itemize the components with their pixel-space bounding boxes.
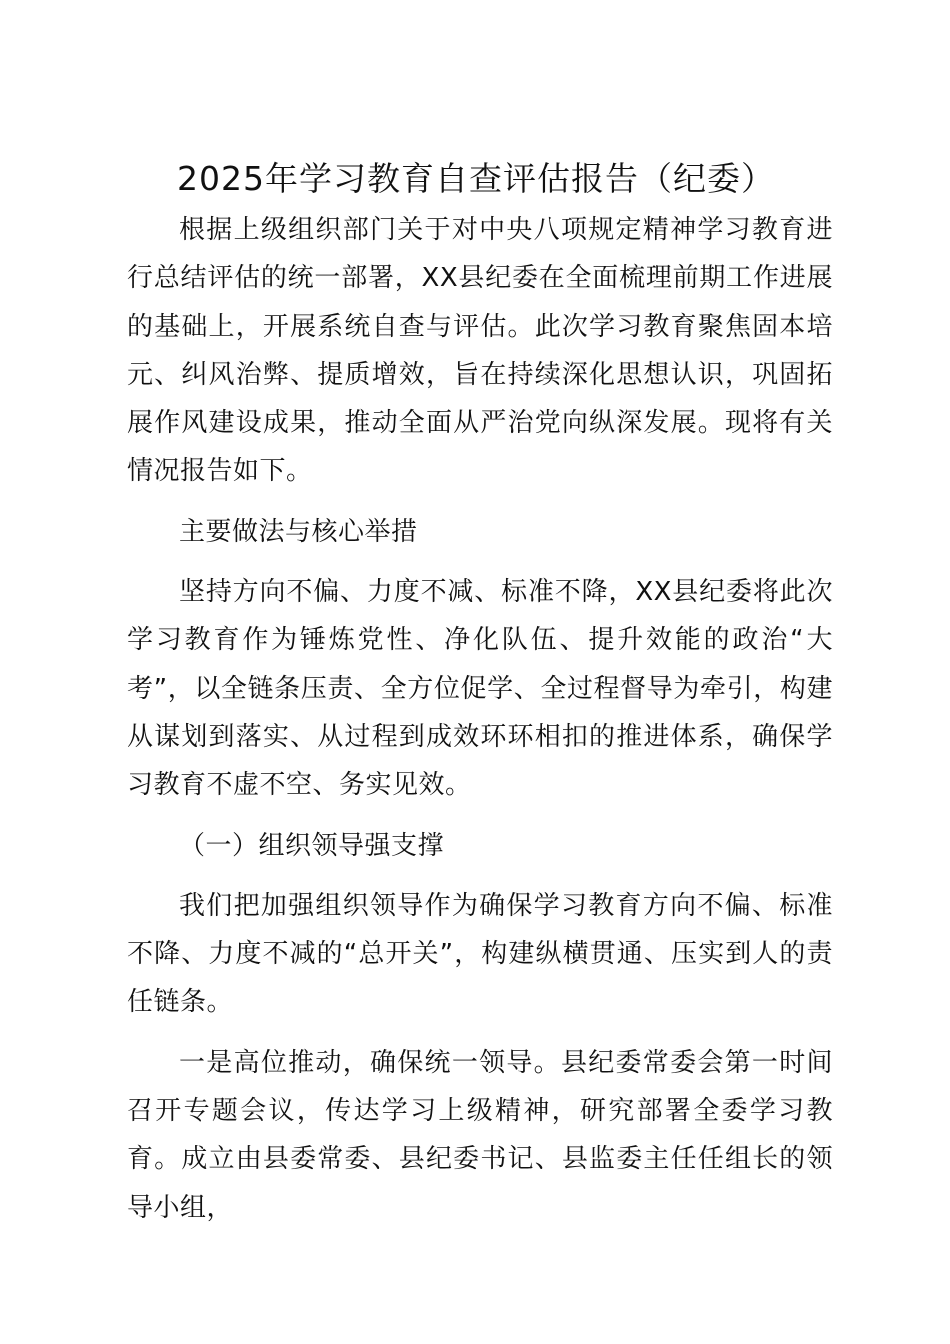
body-paragraph: 一是高位推动，确保统一领导。县纪委常委会第一时间召开专题会议，传达学习上级精神，研究部署全委学习教育。成立由县委常委、县纪委书记、县监委主任任组长的领导小组， bbox=[127, 1047, 833, 1223]
body-paragraph: 我们把加强组织领导作为确保学习教育方向不偏、标准不降、力度不减的“总开关”，构建纵横贯通、压实到人的责任链条。 bbox=[127, 890, 833, 1018]
document-title: 2025年学习教育自查评估报告（纪委） bbox=[177, 159, 775, 198]
subsection-heading: （一）组织领导强支撑 bbox=[179, 830, 445, 861]
section-heading: 主要做法与核心举措 bbox=[179, 516, 418, 547]
body-paragraph: 坚持方向不偏、力度不减、标准不降，XX县纪委将此次学习教育作为锤炼党性、净化队伍、提升效能的政治“大考”，以全链条压责、全方位促学、全过程督导为牵引，构建从谋划到落实、从过程到成效环环相扣的推进体系，确保学习教育不虚不空、务实见效。 bbox=[127, 577, 833, 801]
document-body bbox=[127, 152, 833, 1232]
intro-paragraph: 根据上级组织部门关于对中央八项规定精神学习教育进行总结评估的统一部署，XX县纪委在全面梳理前期工作进展的基础上，开展系统自查与评估。此次学习教育聚焦固本培元、纠风治弊、提质增效，旨在持续深化思想认识，巩固拓展作风建设成果，推动全面从严治党向纵深发展。现将有关情况报告如下。 bbox=[127, 215, 833, 487]
